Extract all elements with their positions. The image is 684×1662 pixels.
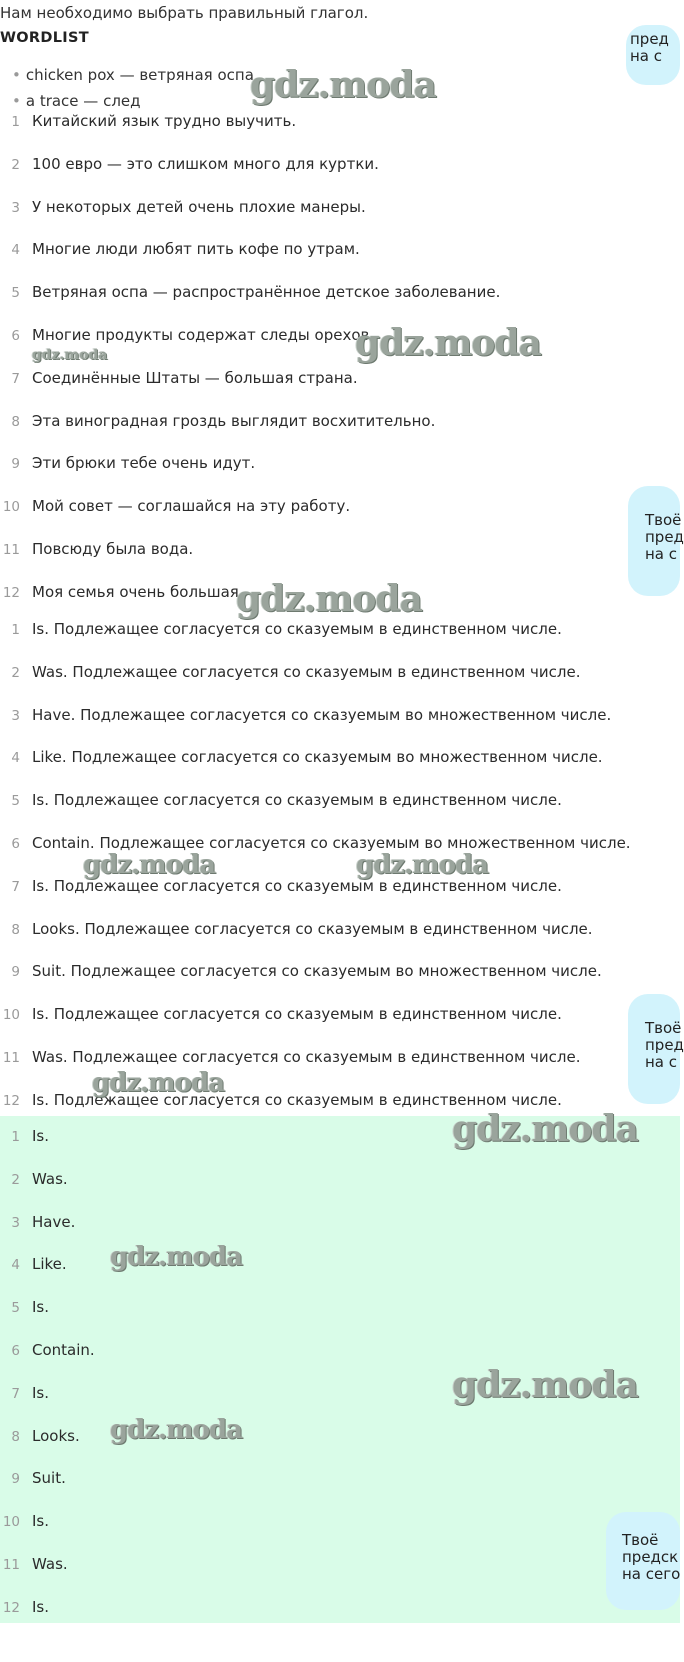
answer-row (0, 1510, 49, 1532)
watermark: gdz.moda (452, 1364, 638, 1406)
item-number: 1 (11, 1129, 20, 1145)
item-number: 9 (11, 964, 20, 981)
chat-bubble[interactable] (626, 25, 680, 85)
item-number: 8 (11, 413, 20, 430)
explanation-row-text: Suit. Подлежащее согласуется со сказуемым во множественном числе. (32, 962, 602, 981)
sentence-row (0, 238, 360, 260)
sentence-row (0, 110, 296, 132)
explanation-row (0, 789, 562, 811)
answer-row (0, 1125, 49, 1147)
item-number: 12 (2, 584, 20, 601)
item-number: 5 (11, 1300, 20, 1317)
answer-row (0, 1467, 66, 1489)
item-number: 10 (2, 1007, 20, 1024)
item-number: 5 (11, 285, 20, 302)
sentence-row-text: У некоторых детей очень плохие манеры. (32, 197, 366, 216)
sentence-row (0, 281, 500, 303)
chat-bubble-text: предск (622, 1548, 679, 1566)
explanation-row-text: Looks. Подлежащее согласуется со сказуемым в единственном числе. (32, 919, 593, 938)
item-number: 3 (11, 199, 20, 216)
watermark: gdz.moda (83, 850, 216, 880)
explanation-row (0, 1046, 580, 1068)
watermark: gdz.moda (110, 1415, 243, 1445)
explanation-row-text: Contain. Подлежащее согласуется со сказуемым во множественном числе. (32, 834, 631, 852)
chat-bubble-text: Твоё (645, 511, 682, 529)
chat-bubble-text: пред (630, 30, 669, 48)
watermark: gdz.moda (356, 850, 489, 880)
sentence-row-text: Моя семья очень большая. (32, 582, 244, 601)
watermark: gdz.moda (355, 322, 541, 364)
sentence-row-text: Эта виноградная гроздь выглядит восхитительно. (32, 411, 436, 430)
answer-row-text: Was. (32, 1169, 68, 1188)
answer-row-text: Suit. (32, 1469, 66, 1488)
sentence-row-text: Соединённые Штаты — большая страна. (32, 368, 358, 387)
item-number: 1 (11, 114, 20, 130)
item-number: 11 (2, 542, 20, 558)
item-number: 2 (11, 664, 20, 681)
explanation-row-text: Is. Подлежащее согласуется со сказуемым в единственном числе. (32, 1090, 562, 1109)
item-number: 4 (11, 242, 20, 259)
wordlist-item (12, 66, 254, 84)
explanation-row-text: Is. Подлежащее согласуется со сказуемым в единственном числе. (32, 1005, 562, 1024)
item-number: 8 (11, 921, 20, 938)
sentence-row (0, 153, 379, 175)
sentence-row-text: Эти брюки тебе очень идут. (32, 454, 256, 473)
explanation-row-text: Is. Подлежащее согласуется со сказуемым в единственном числе. (32, 791, 562, 810)
item-number: 4 (11, 1257, 20, 1274)
answer-row (0, 1168, 68, 1190)
item-number: 7 (11, 1385, 20, 1402)
bullet-icon: • (12, 92, 21, 110)
item-number: 9 (11, 1471, 20, 1488)
item-number: 1 (11, 622, 20, 638)
sentence-row-text: Многие люди любят пить кофе по утрам. (32, 240, 360, 259)
item-number: 11 (2, 1557, 20, 1573)
answer-row-text: Is. (32, 1383, 50, 1402)
item-number: 7 (11, 370, 20, 387)
item-number: 2 (11, 156, 20, 173)
answer-row-text: Is. (32, 1127, 50, 1145)
answer-row-text: Like. (32, 1255, 67, 1274)
sentence-row (0, 581, 244, 603)
item-number: 8 (11, 1428, 20, 1445)
item-number: 3 (11, 707, 20, 724)
item-number: 7 (11, 878, 20, 895)
item-number: 11 (2, 1050, 20, 1066)
item-number: 10 (2, 499, 20, 516)
sentence-row-text: Ветряная оспа — распространённое детское заболевание. (32, 283, 501, 302)
watermark: gdz.moda (110, 1242, 243, 1272)
sentence-row (0, 452, 255, 474)
sentence-row (0, 538, 193, 560)
explanation-row (0, 918, 593, 940)
chat-bubble-text: пред (645, 1036, 684, 1054)
explanation-row (0, 618, 562, 640)
chat-bubble[interactable] (628, 994, 684, 1104)
explanation-row (0, 661, 580, 683)
answer-row (0, 1382, 49, 1404)
bullet-icon: • (12, 66, 21, 84)
sentence-row-text: Мой совет — соглашайся на эту работу. (32, 497, 351, 516)
sentence-row-text: 100 евро — это слишком много для куртки. (32, 154, 379, 173)
answer-row (0, 1211, 75, 1233)
explanation-row-text: Was. Подлежащее согласуется со сказуемым в единственном числе. (32, 1048, 581, 1066)
answer-row (0, 1553, 68, 1575)
sentence-row (0, 410, 435, 432)
chat-bubble[interactable] (606, 1512, 680, 1610)
item-number: 10 (2, 1514, 20, 1531)
chat-bubble-text: на с (645, 545, 678, 563)
sentence-row (0, 324, 374, 346)
sentence-row-text: Повсюду была вода. (32, 540, 194, 558)
sentence-row (0, 495, 350, 517)
answer-row-text: Contain. (32, 1341, 95, 1359)
watermark: gdz.moda (250, 64, 436, 106)
item-number: 6 (11, 328, 20, 344)
explanation-row (0, 746, 603, 768)
chat-bubble[interactable] (628, 486, 684, 596)
explanation-row (0, 960, 602, 982)
explanation-row-text: Like. Подлежащее согласуется со сказуемым во множественном числе. (32, 748, 603, 767)
explanation-row (0, 1003, 562, 1025)
chat-bubble-text: Твоё (622, 1531, 659, 1549)
item-number: 4 (11, 750, 20, 767)
watermark: gdz.moda (236, 578, 422, 620)
answer-row-text: Is. (32, 1298, 50, 1317)
chat-bubble-text: на с (645, 1053, 678, 1071)
answer-row-text: Looks. (32, 1426, 80, 1445)
item-number: 3 (11, 1214, 20, 1231)
explanation-row-text: Is. Подлежащее согласуется со сказуемым в единственном числе. (32, 620, 562, 638)
explanation-row-text: Was. Подлежащее согласуется со сказуемым в единственном числе. (32, 662, 581, 681)
watermark: gdz.moda (452, 1108, 638, 1150)
sentence-row (0, 196, 366, 218)
wordlist-item (12, 92, 141, 110)
task-instruction: Нам необходимо выбрать правильный глагол. (0, 4, 369, 22)
answer-row-text: Was. (32, 1555, 68, 1573)
item-number: 12 (2, 1092, 20, 1109)
answer-row (0, 1339, 95, 1361)
sentence-row-text: Многие продукты содержат следы орехов. (32, 326, 375, 344)
answer-row (0, 1425, 80, 1447)
answer-row (0, 1296, 49, 1318)
item-number: 9 (11, 456, 20, 473)
answer-row-text: Have. (32, 1212, 76, 1231)
sentence-row-text: Китайский язык трудно выучить. (32, 112, 297, 130)
wordlist-item-text: chicken pox — ветряная оспа (25, 66, 254, 84)
answer-row (0, 1596, 49, 1618)
chat-bubble-text: Твоё (645, 1019, 682, 1037)
answer-row-text: Is. (32, 1512, 50, 1531)
item-number: 12 (2, 1599, 20, 1616)
chat-bubble-text: на с (630, 47, 663, 65)
answer-row (0, 1253, 67, 1275)
watermark: gdz.moda (92, 1068, 225, 1098)
sentence-row (0, 367, 358, 389)
explanation-row (0, 704, 611, 726)
wordlist-title: WORDLIST (0, 30, 89, 46)
wordlist-item-text: a trace — след (25, 92, 141, 110)
watermark: gdz.moda (32, 347, 108, 363)
answer-row-text: Is. (32, 1597, 50, 1616)
chat-bubble-text: пред (645, 528, 684, 546)
explanation-row-text: Have. Подлежащее согласуется со сказуемым во множественном числе. (32, 705, 612, 724)
item-number: 2 (11, 1171, 20, 1188)
item-number: 6 (11, 836, 20, 852)
item-number: 6 (11, 1343, 20, 1359)
explanation-row-text: Is. Подлежащее согласуется со сказуемым в единственном числе. (32, 876, 562, 895)
item-number: 5 (11, 793, 20, 810)
chat-bubble-text: на сего (622, 1565, 681, 1583)
